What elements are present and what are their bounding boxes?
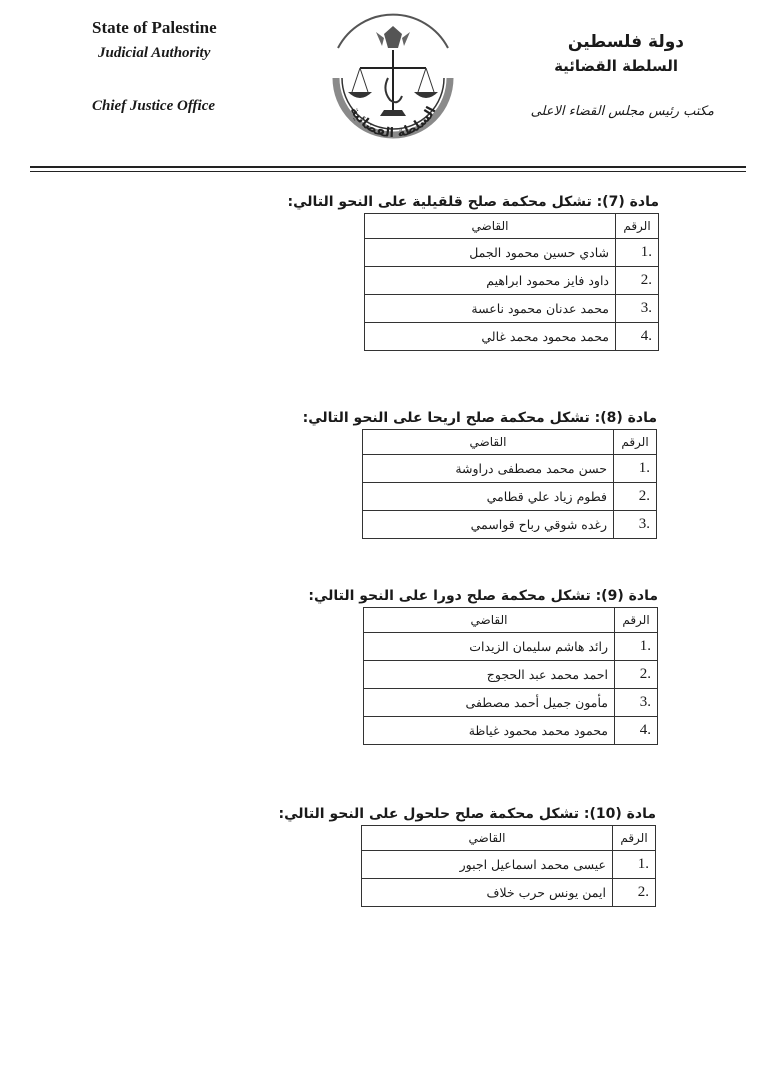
judge-name: رائد هاشم سليمان الزيدات <box>364 633 615 661</box>
scales-of-justice-icon <box>318 8 468 158</box>
judges-table <box>361 825 656 907</box>
row-number: 3. <box>615 689 658 717</box>
row-number: 1. <box>614 455 657 483</box>
judicial-authority-emblem <box>318 8 468 158</box>
row-number: 2. <box>616 267 659 295</box>
header-divider-thin <box>30 171 746 172</box>
header-cell-num: الرقم <box>616 214 659 239</box>
table-row <box>365 323 659 351</box>
judge-name: مأمون جميل أحمد مصطفى <box>364 689 615 717</box>
row-number: 4. <box>616 323 659 351</box>
judge-name: رغده شوقي رباح قواسمي <box>363 511 614 539</box>
table-row <box>365 267 659 295</box>
section-article-10 <box>279 806 656 907</box>
judge-name: داود فايز محمود ابراهيم <box>365 267 616 295</box>
judge-name: احمد محمد عبد الحجوج <box>364 661 615 689</box>
section-article-9 <box>308 588 658 745</box>
judge-name: محمود محمد محمود غياظة <box>364 717 615 745</box>
header-office-en: Chief Justice Office <box>92 98 216 114</box>
header-cell-judge: القاضي <box>365 214 616 239</box>
row-number: 1. <box>616 239 659 267</box>
table-row <box>363 511 657 539</box>
judges-table <box>363 607 658 745</box>
header-state-en: State of Palestine <box>92 18 217 37</box>
table-row <box>363 483 657 511</box>
section-title: مادة (8): تشكل محكمة صلح اريحا على النحو التالي: <box>302 410 657 426</box>
table-row <box>365 239 659 267</box>
row-number: 1. <box>615 633 658 661</box>
section-title: مادة (10): تشكل محكمة صلح حلحول على النحو التالي: <box>278 806 656 822</box>
header-authority-en: Judicial Authority <box>98 45 211 61</box>
table-row <box>364 717 658 745</box>
judge-name: ايمن يونس حرب خلاف <box>362 879 613 907</box>
header-divider <box>30 166 746 168</box>
table-row <box>364 661 658 689</box>
header-cell-num: الرقم <box>615 608 658 633</box>
judge-name: محمد عدنان محمود ناعسة <box>365 295 616 323</box>
row-number: 1. <box>613 851 656 879</box>
header-cell-judge: القاضي <box>363 430 614 455</box>
table-row <box>364 633 658 661</box>
header-state-ar: دولة فلسطين <box>567 32 684 52</box>
table-header-row <box>362 826 656 851</box>
table-header-row <box>365 214 659 239</box>
svg-text:السلطة القضائية: السلطة القضائية <box>346 104 440 142</box>
judges-table <box>362 429 657 539</box>
table-header-row <box>363 430 657 455</box>
header-cell-num: الرقم <box>613 826 656 851</box>
section-article-7 <box>288 194 660 351</box>
table-row <box>362 851 656 879</box>
row-number: 4. <box>615 717 658 745</box>
section-article-8 <box>303 410 657 539</box>
row-number: 2. <box>615 661 658 689</box>
row-number: 2. <box>614 483 657 511</box>
row-number: 2. <box>613 879 656 907</box>
judge-name: حسن محمد مصطفى دراوشة <box>363 455 614 483</box>
table-row <box>365 295 659 323</box>
judge-name: شادي حسين محمود الجمل <box>365 239 616 267</box>
header-cell-num: الرقم <box>614 430 657 455</box>
header-office-ar: مكتب رئيس مجلس القضاء الاعلى <box>530 104 714 119</box>
header-cell-judge: القاضي <box>362 826 613 851</box>
judge-name: عيسى محمد اسماعيل اجبور <box>362 851 613 879</box>
section-title: مادة (9): تشكل محكمة صلح دورا على النحو التالي: <box>308 588 658 604</box>
table-row <box>363 455 657 483</box>
header-authority-ar: السلطة القضائية <box>554 57 678 75</box>
judge-name: محمد محمود محمد غالي <box>365 323 616 351</box>
judges-table <box>364 213 659 351</box>
row-number: 3. <box>614 511 657 539</box>
table-header-row <box>364 608 658 633</box>
row-number: 3. <box>616 295 659 323</box>
table-row <box>364 689 658 717</box>
section-title: مادة (7): تشكل محكمة صلح قلقيلية على النحو التالي: <box>287 194 659 210</box>
table-row <box>362 879 656 907</box>
header-cell-judge: القاضي <box>364 608 615 633</box>
judge-name: فطوم زياد علي قطامي <box>363 483 614 511</box>
